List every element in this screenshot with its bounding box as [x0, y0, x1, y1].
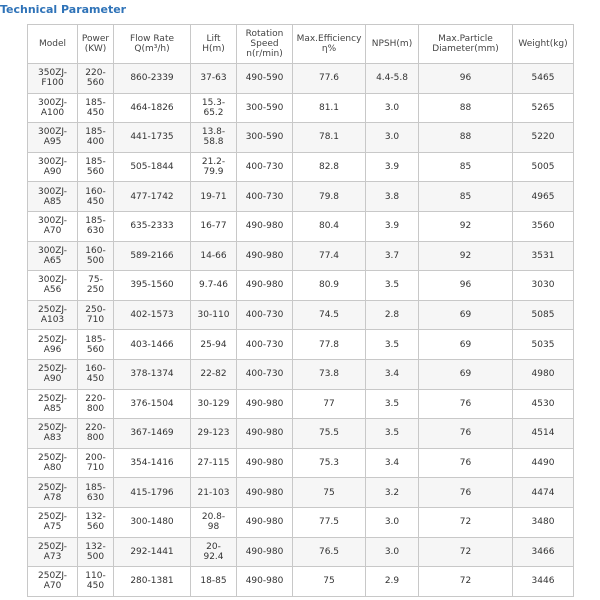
cell-weight: 3531 [513, 241, 574, 271]
cell-max-particle-diameter: 72 [419, 537, 513, 567]
cell-max-efficiency: 77.5 [293, 507, 366, 537]
cell-weight: 5085 [513, 300, 574, 330]
cell-model: 250ZJ- A78 [28, 478, 78, 508]
table-row [28, 182, 574, 212]
table-row [28, 123, 574, 153]
cell-model: 300ZJ- A90 [28, 152, 78, 182]
table-row [28, 241, 574, 271]
cell-power: 110- 450 [78, 567, 114, 597]
cell-flow-rate: 376-1504 [114, 389, 191, 419]
cell-max-efficiency: 81.1 [293, 93, 366, 123]
cell-lift: 15.3- 65.2 [191, 93, 237, 123]
table-row [28, 419, 574, 449]
column-header-max-efficiency: Max.Efficiency η% [293, 25, 366, 64]
cell-flow-rate: 860-2339 [114, 64, 191, 94]
cell-power: 185- 400 [78, 123, 114, 153]
cell-lift: 13.8- 58.8 [191, 123, 237, 153]
cell-npsh: 3.9 [366, 152, 419, 182]
cell-rotation-speed: 490-980 [237, 389, 293, 419]
cell-power: 185- 630 [78, 478, 114, 508]
cell-max-efficiency: 73.8 [293, 359, 366, 389]
cell-weight: 4474 [513, 478, 574, 508]
cell-max-efficiency: 77.8 [293, 330, 366, 360]
cell-weight: 3480 [513, 507, 574, 537]
cell-lift: 14-66 [191, 241, 237, 271]
cell-lift: 27-115 [191, 448, 237, 478]
cell-flow-rate: 280-1381 [114, 567, 191, 597]
cell-weight: 3030 [513, 271, 574, 301]
cell-model: 250ZJ- A103 [28, 300, 78, 330]
technical-parameter-table [27, 24, 574, 597]
cell-rotation-speed: 490-980 [237, 271, 293, 301]
cell-npsh: 3.2 [366, 478, 419, 508]
cell-lift: 20- 92.4 [191, 537, 237, 567]
table-row [28, 478, 574, 508]
cell-rotation-speed: 490-980 [237, 507, 293, 537]
cell-weight: 4980 [513, 359, 574, 389]
cell-npsh: 3.0 [366, 537, 419, 567]
column-header-rotation-speed: Rotation Speed n(r/min) [237, 25, 293, 64]
cell-flow-rate: 300-1480 [114, 507, 191, 537]
cell-rotation-speed: 490-980 [237, 478, 293, 508]
cell-lift: 29-123 [191, 419, 237, 449]
cell-npsh: 3.0 [366, 93, 419, 123]
cell-model: 300ZJ- A70 [28, 211, 78, 241]
cell-lift: 22-82 [191, 359, 237, 389]
cell-max-particle-diameter: 69 [419, 300, 513, 330]
cell-model: 300ZJ- A100 [28, 93, 78, 123]
cell-max-particle-diameter: 69 [419, 359, 513, 389]
table-row [28, 330, 574, 360]
table-row [28, 448, 574, 478]
cell-power: 160- 450 [78, 359, 114, 389]
table-row [28, 389, 574, 419]
table-row [28, 64, 574, 94]
cell-npsh: 3.9 [366, 211, 419, 241]
cell-power: 185- 560 [78, 152, 114, 182]
cell-npsh: 2.9 [366, 567, 419, 597]
cell-max-efficiency: 77.4 [293, 241, 366, 271]
cell-rotation-speed: 400-730 [237, 330, 293, 360]
cell-weight: 3466 [513, 537, 574, 567]
cell-flow-rate: 395-1560 [114, 271, 191, 301]
cell-flow-rate: 477-1742 [114, 182, 191, 212]
cell-rotation-speed: 400-730 [237, 182, 293, 212]
cell-max-particle-diameter: 72 [419, 507, 513, 537]
cell-power: 220- 800 [78, 419, 114, 449]
cell-rotation-speed: 400-730 [237, 359, 293, 389]
cell-lift: 9.7-46 [191, 271, 237, 301]
cell-power: 75- 250 [78, 271, 114, 301]
cell-weight: 4530 [513, 389, 574, 419]
cell-max-particle-diameter: 85 [419, 182, 513, 212]
cell-model: 250ZJ- A85 [28, 389, 78, 419]
cell-rotation-speed: 490-980 [237, 211, 293, 241]
cell-lift: 30-110 [191, 300, 237, 330]
column-header-lift: Lift H(m) [191, 25, 237, 64]
cell-lift: 16-77 [191, 211, 237, 241]
cell-model: 350ZJ- F100 [28, 64, 78, 94]
cell-max-efficiency: 80.9 [293, 271, 366, 301]
cell-model: 250ZJ- A75 [28, 507, 78, 537]
cell-model: 300ZJ- A65 [28, 241, 78, 271]
cell-model: 250ZJ- A73 [28, 537, 78, 567]
column-header-weight: Weight(kg) [513, 25, 574, 64]
cell-lift: 37-63 [191, 64, 237, 94]
cell-weight: 5465 [513, 64, 574, 94]
cell-max-efficiency: 75.5 [293, 419, 366, 449]
cell-max-particle-diameter: 96 [419, 271, 513, 301]
cell-lift: 30-129 [191, 389, 237, 419]
cell-max-particle-diameter: 69 [419, 330, 513, 360]
cell-power: 185- 560 [78, 330, 114, 360]
cell-weight: 5265 [513, 93, 574, 123]
cell-max-efficiency: 80.4 [293, 211, 366, 241]
column-header-flow-rate: Flow Rate Q(m³/h) [114, 25, 191, 64]
cell-max-efficiency: 77 [293, 389, 366, 419]
section-title: Technical Parameter [0, 3, 127, 16]
cell-power: 132- 500 [78, 537, 114, 567]
cell-model: 300ZJ- A95 [28, 123, 78, 153]
cell-power: 200- 710 [78, 448, 114, 478]
cell-flow-rate: 464-1826 [114, 93, 191, 123]
cell-max-efficiency: 79.8 [293, 182, 366, 212]
cell-lift: 21.2- 79.9 [191, 152, 237, 182]
cell-rotation-speed: 490-980 [237, 567, 293, 597]
table-row [28, 567, 574, 597]
cell-weight: 4514 [513, 419, 574, 449]
cell-rotation-speed: 490-590 [237, 64, 293, 94]
cell-npsh: 3.5 [366, 419, 419, 449]
cell-max-particle-diameter: 96 [419, 64, 513, 94]
table-row [28, 300, 574, 330]
cell-flow-rate: 367-1469 [114, 419, 191, 449]
cell-max-efficiency: 82.8 [293, 152, 366, 182]
cell-npsh: 3.4 [366, 448, 419, 478]
table-row [28, 271, 574, 301]
cell-max-particle-diameter: 76 [419, 419, 513, 449]
cell-model: 300ZJ- A85 [28, 182, 78, 212]
cell-max-particle-diameter: 72 [419, 567, 513, 597]
cell-lift: 19-71 [191, 182, 237, 212]
table-row [28, 93, 574, 123]
cell-max-particle-diameter: 92 [419, 211, 513, 241]
cell-weight: 3446 [513, 567, 574, 597]
cell-npsh: 3.5 [366, 330, 419, 360]
cell-power: 160- 450 [78, 182, 114, 212]
cell-power: 160- 500 [78, 241, 114, 271]
cell-rotation-speed: 490-980 [237, 419, 293, 449]
cell-model: 250ZJ- A96 [28, 330, 78, 360]
table-row [28, 152, 574, 182]
table-row [28, 507, 574, 537]
cell-weight: 5220 [513, 123, 574, 153]
cell-max-efficiency: 78.1 [293, 123, 366, 153]
cell-flow-rate: 441-1735 [114, 123, 191, 153]
cell-lift: 18-85 [191, 567, 237, 597]
cell-npsh: 3.0 [366, 507, 419, 537]
table-header-row [28, 25, 574, 64]
cell-rotation-speed: 400-730 [237, 300, 293, 330]
cell-max-efficiency: 76.5 [293, 537, 366, 567]
cell-max-particle-diameter: 76 [419, 448, 513, 478]
cell-npsh: 3.5 [366, 389, 419, 419]
cell-model: 250ZJ- A80 [28, 448, 78, 478]
table-row [28, 211, 574, 241]
cell-weight: 3560 [513, 211, 574, 241]
cell-max-particle-diameter: 92 [419, 241, 513, 271]
cell-model: 300ZJ- A56 [28, 271, 78, 301]
cell-max-particle-diameter: 76 [419, 478, 513, 508]
cell-max-particle-diameter: 76 [419, 389, 513, 419]
cell-weight: 5005 [513, 152, 574, 182]
cell-flow-rate: 589-2166 [114, 241, 191, 271]
cell-max-efficiency: 77.6 [293, 64, 366, 94]
cell-weight: 4965 [513, 182, 574, 212]
cell-flow-rate: 292-1441 [114, 537, 191, 567]
cell-lift: 21-103 [191, 478, 237, 508]
cell-npsh: 3.7 [366, 241, 419, 271]
cell-npsh: 2.8 [366, 300, 419, 330]
cell-weight: 4490 [513, 448, 574, 478]
cell-model: 250ZJ- A83 [28, 419, 78, 449]
table-row [28, 537, 574, 567]
cell-rotation-speed: 400-730 [237, 152, 293, 182]
cell-flow-rate: 505-1844 [114, 152, 191, 182]
cell-flow-rate: 354-1416 [114, 448, 191, 478]
cell-power: 220- 560 [78, 64, 114, 94]
cell-flow-rate: 378-1374 [114, 359, 191, 389]
cell-rotation-speed: 490-980 [237, 537, 293, 567]
cell-max-particle-diameter: 88 [419, 123, 513, 153]
cell-lift: 25-94 [191, 330, 237, 360]
cell-power: 185- 630 [78, 211, 114, 241]
cell-max-efficiency: 74.5 [293, 300, 366, 330]
table-row [28, 359, 574, 389]
cell-rotation-speed: 300-590 [237, 93, 293, 123]
cell-max-particle-diameter: 88 [419, 93, 513, 123]
cell-npsh: 3.5 [366, 271, 419, 301]
cell-npsh: 4.4-5.8 [366, 64, 419, 94]
cell-rotation-speed: 300-590 [237, 123, 293, 153]
cell-flow-rate: 415-1796 [114, 478, 191, 508]
cell-npsh: 3.8 [366, 182, 419, 212]
column-header-npsh: NPSH(m) [366, 25, 419, 64]
cell-model: 250ZJ- A70 [28, 567, 78, 597]
cell-max-efficiency: 75 [293, 567, 366, 597]
cell-max-efficiency: 75 [293, 478, 366, 508]
cell-npsh: 3.4 [366, 359, 419, 389]
cell-rotation-speed: 490-980 [237, 241, 293, 271]
cell-flow-rate: 635-2333 [114, 211, 191, 241]
cell-max-particle-diameter: 85 [419, 152, 513, 182]
cell-power: 132- 560 [78, 507, 114, 537]
column-header-model: Model [28, 25, 78, 64]
cell-max-efficiency: 75.3 [293, 448, 366, 478]
column-header-max-particle-diameter: Max.Particle Diameter(mm) [419, 25, 513, 64]
cell-power: 220- 800 [78, 389, 114, 419]
cell-power: 185- 450 [78, 93, 114, 123]
cell-lift: 20.8- 98 [191, 507, 237, 537]
cell-weight: 5035 [513, 330, 574, 360]
cell-flow-rate: 402-1573 [114, 300, 191, 330]
column-header-power: Power (KW) [78, 25, 114, 64]
cell-rotation-speed: 490-980 [237, 448, 293, 478]
cell-model: 250ZJ- A90 [28, 359, 78, 389]
cell-npsh: 3.0 [366, 123, 419, 153]
cell-power: 250- 710 [78, 300, 114, 330]
cell-flow-rate: 403-1466 [114, 330, 191, 360]
